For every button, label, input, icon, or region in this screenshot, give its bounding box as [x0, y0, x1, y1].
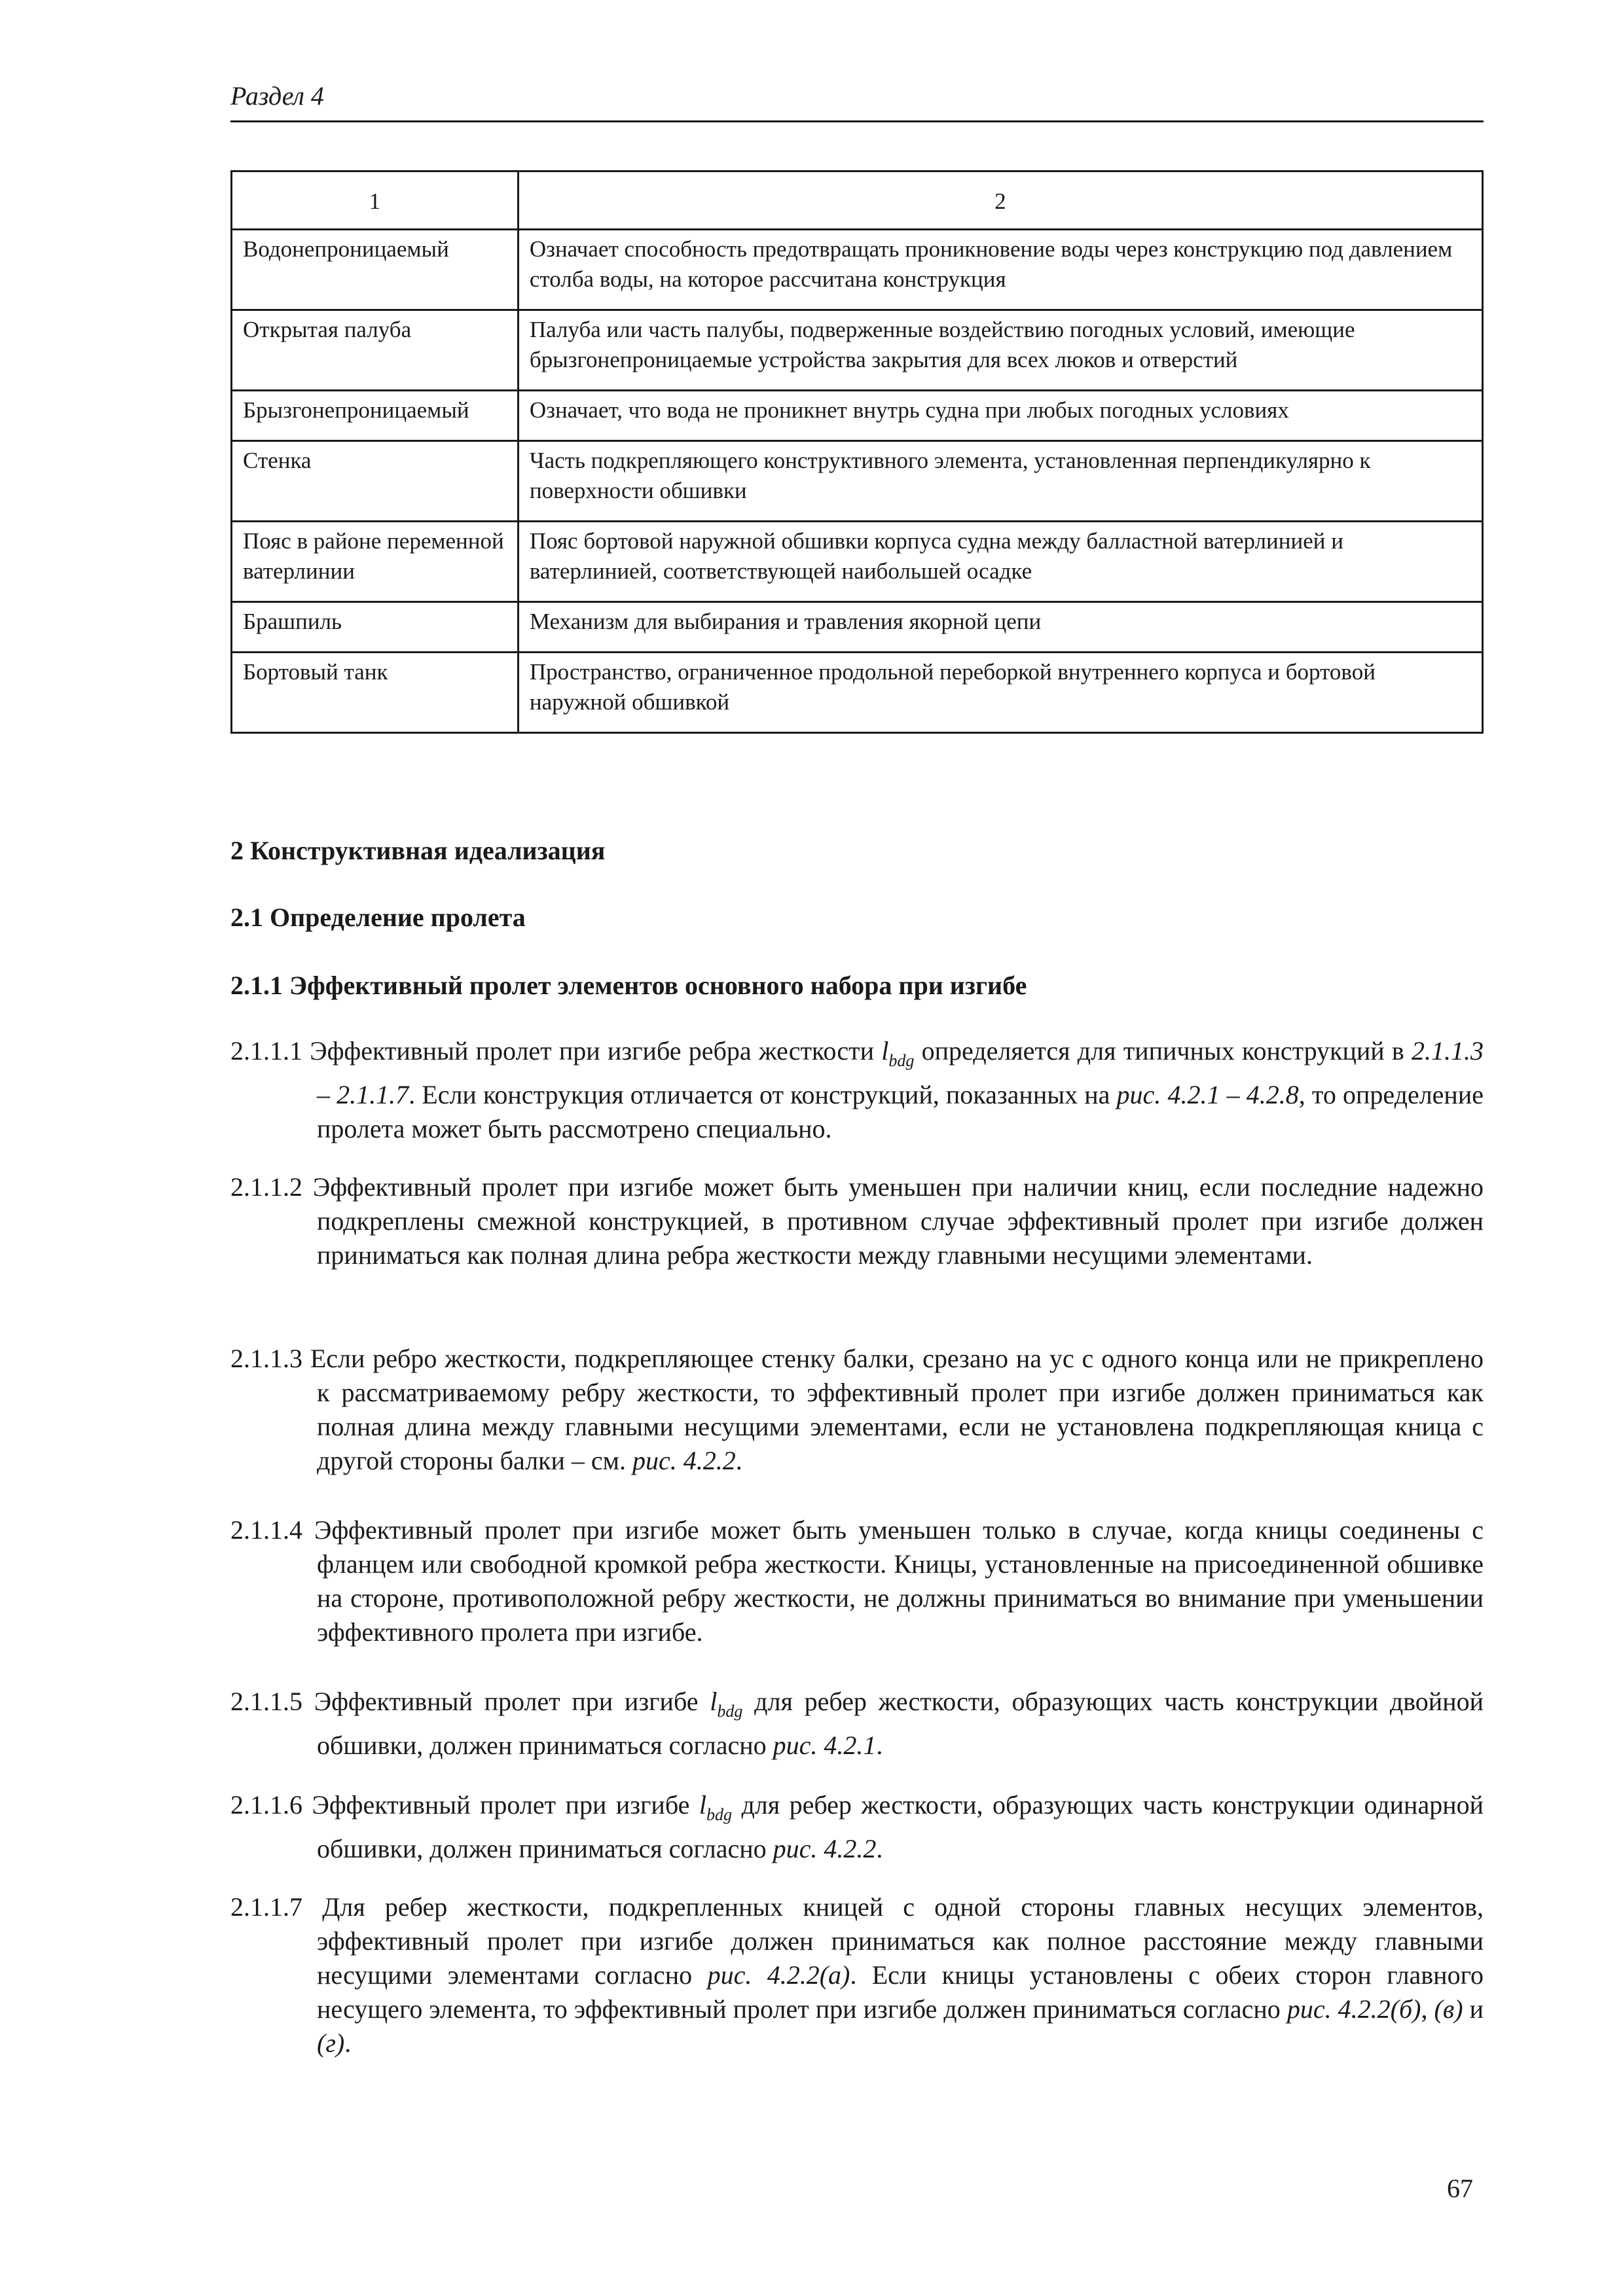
definition-cell: Часть подкрепляющего конструктивного элемента, установленная перпендикулярно к поверхности обшивки — [518, 441, 1482, 522]
figure-reference: рис. 4.2.2 — [632, 1446, 736, 1475]
paragraph-2-1-1-5: 2.1.1.5 Эффективный пролет при изгибе $l_{bdg}$ для ребер жесткости, образующих часть конструкции двойной обшивки, должен приниматься согласно рис. 4.2.1. — [230, 1687, 1484, 1760]
figure-reference: (в) — [1434, 1994, 1463, 2024]
table-row — [232, 653, 1483, 733]
heading-section-2-1-1: 2.1.1 Эффективный пролет элементов основного набора при изгибе — [230, 971, 1027, 1000]
table-row — [232, 230, 1483, 310]
cross-reference: 2.1.1.3 – 2.1.1.7 — [317, 1036, 1484, 1109]
paragraph-2-1-1-1: 2.1.1.1 Эффективный пролет при изгибе ребра жесткости $l_{bdg}$ определяется для типичных конструкций в 2.1.1.3 – 2.1.1.7. Если конструкция отличается от конструкций, показанных на рис. 4.2.1 – 4.2.8, то определение пролета может быть рассмотрено специально. — [230, 1036, 1484, 1143]
paragraph-number: 2.1.1.5 — [230, 1687, 302, 1716]
definition-cell: Механизм для выбирания и травления якорной цепи — [518, 602, 1482, 653]
definition-cell: Означает способность предотвращать проникновение воды через конструкцию под давлением столба воды, на которое рассчитана конструкция — [518, 230, 1482, 310]
table-row — [232, 310, 1483, 391]
figure-reference: рис. 4.2.1 – 4.2.8 — [1116, 1080, 1299, 1109]
term-cell: Водонепроницаемый — [232, 230, 519, 310]
heading-section-2-1: 2.1 Определение пролета — [230, 903, 526, 932]
term-cell: Открытая палуба — [232, 310, 519, 391]
column-header: 2 — [518, 171, 1482, 230]
page-number: 67 — [1447, 2174, 1473, 2203]
term-cell: Брызгонепроницаемый — [232, 391, 519, 441]
definition-cell: Пояс бортовой наружной обшивки корпуса судна между балластной ватерлинией и ватерлинией, соответствующей наибольшей осадке — [518, 522, 1482, 602]
paragraph-number: 2.1.1.1 — [230, 1036, 302, 1066]
figure-reference: рис. 4.2.2(а) — [707, 1960, 850, 1990]
table-row — [232, 391, 1483, 441]
paragraph-number: 2.1.1.7 — [230, 1892, 302, 1922]
table-row — [232, 522, 1483, 602]
figure-reference: рис. 4.2.1 — [773, 1731, 877, 1760]
page-header — [230, 73, 1484, 122]
term-cell: Стенка — [232, 441, 519, 522]
paragraph-2-1-1-6: 2.1.1.6 Эффективный пролет при изгибе $l_{bdg}$ для ребер жесткости, образующих часть конструкции одинарной обшивки, должен приниматься согласно рис. 4.2.2. — [230, 1790, 1484, 1863]
symbol-l-bdg: $l_{bdg}$ — [699, 1790, 732, 1824]
column-header: 1 — [232, 171, 519, 230]
definition-cell: Означает, что вода не проникнет внутрь судна при любых погодных условиях — [518, 391, 1482, 441]
paragraph-2-1-1-7: 2.1.1.7 Для ребер жесткости, подкрепленных кницей с одной стороны главных несущих элементов, эффективный пролет при изгибе должен приниматься как полное расстояние между главными несущими элементами согласно рис. 4.2.2(а). Если кницы установлены с обеих сторон главного несущего элемента, то эффективный пролет при изгибе должен приниматься согласно рис. 4.2.2(б), (в) и (г). — [230, 1892, 1484, 2058]
definition-cell: Пространство, ограниченное продольной переборкой внутреннего корпуса и бортовой наружной обшивкой — [518, 653, 1482, 733]
figure-reference: рис. 4.2.2(б) — [1286, 1994, 1421, 2024]
paragraph-2-1-1-2: 2.1.1.2 Эффективный пролет при изгибе может быть уменьшен при наличии книц, если последние надежно подкреплены смежной конструкцией, в противном случае эффективный пролет при изгибе должен приниматься как полная длина ребра жесткости между главными несущими элементами. — [230, 1172, 1484, 1270]
symbol-l-bdg: $l_{bdg}$ — [710, 1687, 743, 1721]
table-header-row — [232, 171, 1483, 230]
paragraph-number: 2.1.1.4 — [230, 1515, 302, 1545]
paragraph-number: 2.1.1.6 — [230, 1790, 302, 1820]
figure-reference: рис. 4.2.2 — [773, 1834, 877, 1863]
table-row — [232, 441, 1483, 522]
table-row — [232, 602, 1483, 653]
paragraph-number: 2.1.1.3 — [230, 1344, 302, 1373]
figure-reference: (г) — [317, 2028, 345, 2058]
definition-cell: Палуба или часть палубы, подверженные воздействию погодных условий, имеющие брызгонепроницаемые устройства закрытия для всех люков и отверстий — [518, 310, 1482, 391]
paragraph-number: 2.1.1.2 — [230, 1172, 302, 1202]
section-title: Раздел 4 — [230, 81, 324, 111]
term-cell: Бортовый танк — [232, 653, 519, 733]
heading-section-2: 2 Конструктивная идеализация — [230, 836, 606, 865]
paragraph-2-1-1-3: 2.1.1.3 Если ребро жесткости, подкрепляющее стенку балки, срезано на ус с одного конца или не прикреплено к рассматриваемому ребру жесткости, то эффективный пролет при изгибе должен приниматься как полная длина между главными несущими элементами, если не установлена подкрепляющая кница с другой стороны балки – см. рис. 4.2.2. — [230, 1344, 1484, 1475]
paragraph-2-1-1-4: 2.1.1.4 Эффективный пролет при изгибе может быть уменьшен только в случае, когда кницы соединены с фланцем или свободной кромкой ребра жесткости. Кницы, установленные на присоединенной обшивке на стороне, противоположной ребру жесткости, не должны приниматься во внимание при уменьшении эффективного пролета при изгибе. — [230, 1515, 1484, 1647]
terms-table — [230, 170, 1484, 734]
symbol-l-bdg: $l_{bdg}$ — [881, 1036, 915, 1070]
term-cell: Брашпиль — [232, 602, 519, 653]
term-cell: Пояс в районе переменной ватерлинии — [232, 522, 519, 602]
